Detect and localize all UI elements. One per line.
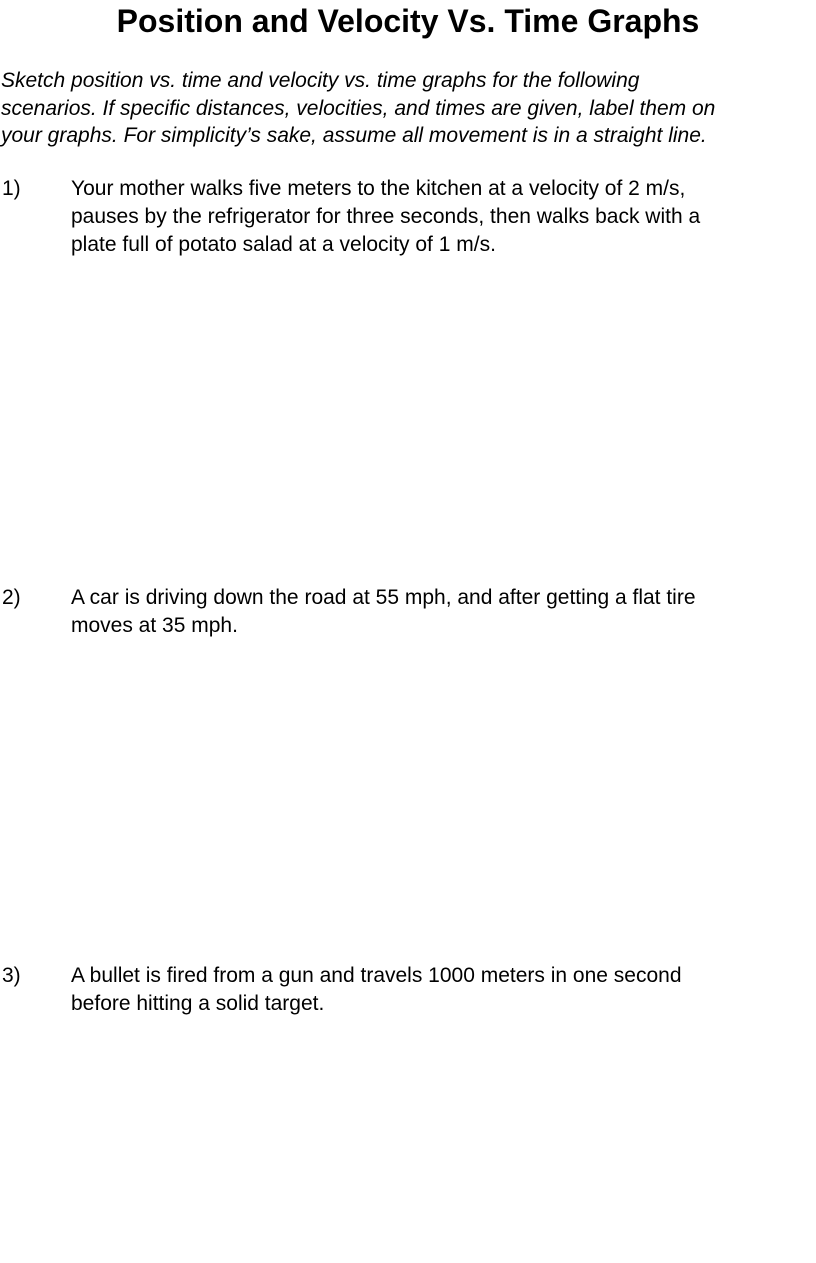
question-line: A bullet is fired from a gun and travels 1000 meters in one second [71, 964, 682, 987]
instructions-line: your graphs. For simplicity’s sake, assume all movement is in a straight line. [1, 124, 707, 147]
question-text [71, 962, 816, 1018]
question-number: 2) [2, 586, 21, 609]
question-number: 1) [2, 177, 21, 200]
instructions-line: scenarios. If specific distances, velocities, and times are given, label them on [1, 96, 716, 120]
question-line: A car is driving down the road at 55 mph, and after getting a flat tire [71, 586, 696, 609]
question-line: before hitting a solid target. [71, 992, 325, 1015]
question-text [71, 175, 816, 259]
instructions-line: Sketch position vs. time and velocity vs. time graphs for the following [1, 69, 640, 92]
question-number: 3) [2, 964, 21, 987]
question-line: plate full of potato salad at a velocity of 1 m/s. [71, 233, 496, 256]
question-line: pauses by the refrigerator for three seconds, then walks back with a [71, 205, 701, 228]
question-line: moves at 35 mph. [71, 614, 238, 637]
page-title: Position and Velocity Vs. Time Graphs [116, 3, 700, 39]
question-text [71, 584, 816, 640]
question-line: Your mother walks five meters to the kitchen at a velocity of 2 m/s, [71, 177, 686, 200]
instructions-paragraph [1, 67, 816, 150]
